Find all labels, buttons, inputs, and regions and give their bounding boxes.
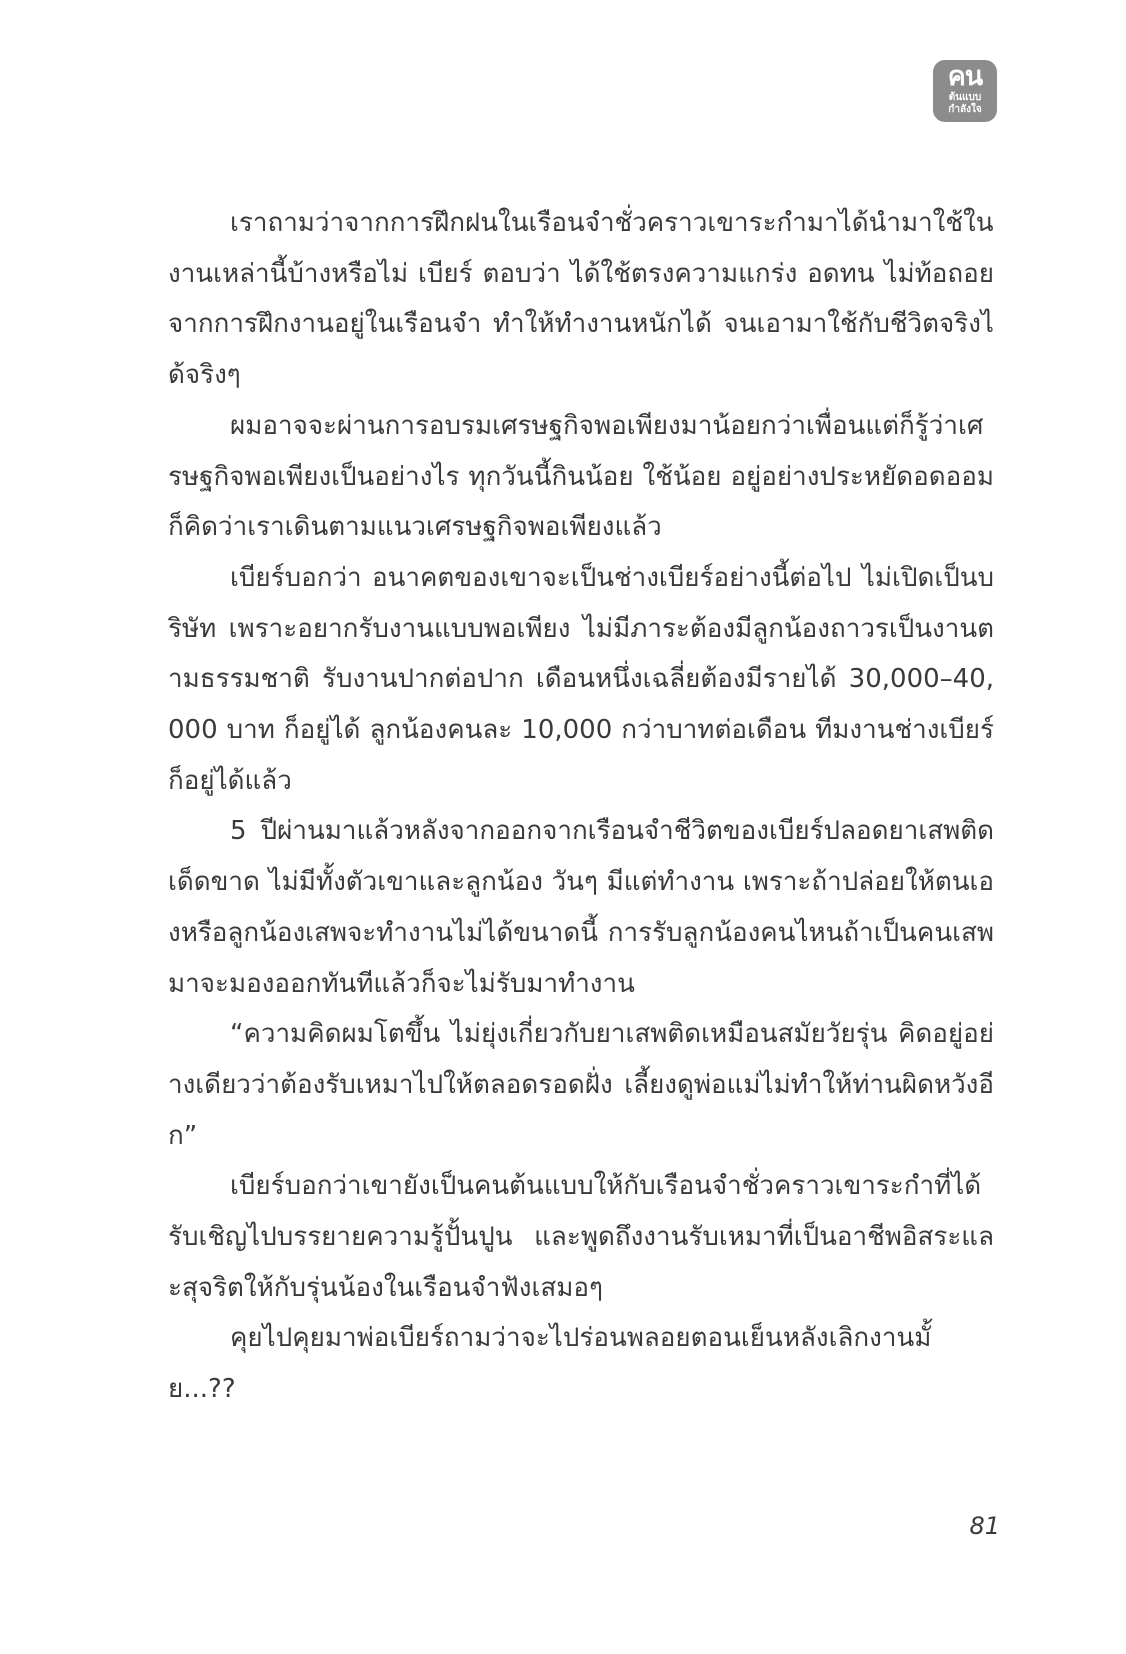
body-text: [168, 198, 994, 1415]
paragraph: เบียร์บอกว่า อนาคตของเขาจะเป็นช่างเบียร์อย่างนี้ต่อไป ไม่เปิดเป็นบริษัท เพราะอยากรับงานแบบพอเพียง ไม่มีภาระต้องมีลูกน้องถาวรเป็นงานตามธรรมชาติ รับงานปากต่อปาก เดือนหนึ่งเฉลี่ยต้องมีรายได้ 30,000–40,000 บาท ก็อยู่ได้ ลูกน้องคนละ 10,000 กว่าบาทต่อเดือน ทีมงานช่างเบียร์ก็อยู่ได้แล้ว: [168, 562, 994, 796]
paragraph: 5 ปีผ่านมาแล้วหลังจากออกจากเรือนจำชีวิตของเบียร์ปลอดยาเสพติดเด็ดขาด ไม่มีทั้งตัวเขาและลูกน้อง วันๆ มีแต่ทำงาน เพราะถ้าปล่อยให้ตนเองหรือลูกน้องเสพจะทำงานไม่ได้ขนาดนี้ การรับลูกน้องคนไหนถ้าเป็นคนเสพมาจะมองออกทันทีแล้วก็จะไม่รับมาทำงาน: [168, 816, 994, 999]
paragraph: เบียร์บอกว่าเขายังเป็นคนต้นแบบให้กับเรือนจำชั่วคราวเขาระกำที่ได้รับเชิญไปบรรยายความรู้ปั้นปูน และพูดถึงงานรับเหมาที่เป็นอาชีพอิสระและสุจริตให้กับรุ่นน้องในเรือนจำฟังเสมอๆ: [168, 1171, 994, 1303]
paragraph: ผมอาจจะผ่านการอบรมเศรษฐกิจพอเพียงมาน้อยกว่าเพื่อนแต่ก็รู้ว่าเศรษฐกิจพอเพียงเป็นอย่างไร ทุกวันนี้กินน้อย ใช้น้อย อยู่อย่างประหยัดอดออม ก็คิดว่าเราเดินตามแนวเศรษฐกิจพอเพียงแล้ว: [168, 410, 994, 543]
badge-subtitle-line1: ต้นแบบ: [948, 92, 982, 103]
paragraph: เราถามว่าจากการฝึกฝนในเรือนจำชั่วคราวเขาระกำมาได้นำมาใช้ในงานเหล่านี้บ้างหรือไม่ เบียร์ ตอบว่า ได้ใช้ตรงความแกร่ง อดทน ไม่ท้อถอยจากการฝึกงานอยู่ในเรือนจำ ทำให้ทำงานหนักได้ จนเอามาใช้กับชีวิตจริงได้จริงๆ: [168, 208, 994, 391]
badge-subtitle-line2: กำลังใจ: [948, 104, 982, 115]
paragraph: คุยไปคุยมาพ่อเบียร์ถามว่าจะไปร่อนพลอยตอนเย็นหลังเลิกงานมั้ย...??: [168, 1323, 932, 1405]
book-series-badge: [933, 60, 997, 122]
page-number: 81: [969, 1512, 1000, 1540]
quote-paragraph: “ความคิดผมโตขึ้น ไม่ยุ่งเกี่ยวกับยาเสพติดเหมือนสมัยวัยรุ่น คิดอยู่อย่างเดียวว่าต้องรับเหมาไปให้ตลอดรอดฝั่ง เลี้ยงดูพ่อแม่ไม่ทำให้ท่านผิดหวังอีก”: [168, 1019, 994, 1151]
badge-title: คน: [947, 61, 983, 92]
